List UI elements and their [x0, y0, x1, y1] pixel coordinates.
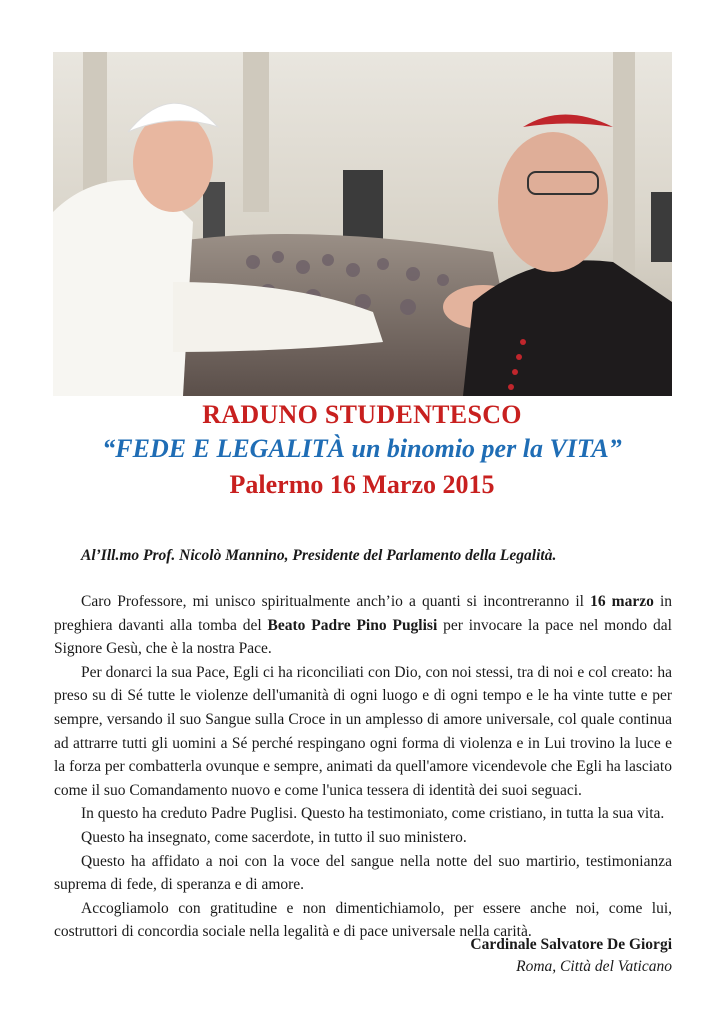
letter-paragraph: In questo ha creduto Padre Puglisi. Questo ha testimoniato, come cristiano, in tutta la sua vita. — [81, 805, 665, 823]
window — [651, 192, 672, 262]
event-date: Palermo 16 Marzo 2015 — [229, 470, 495, 499]
text-run: in preghiera davanti alla tomba del — [54, 593, 673, 634]
text-run: Caro Professore, mi unisco spiritualmente anch’io a quanti si incontreranno il — [81, 593, 591, 610]
header-photo — [53, 52, 672, 396]
pope-and-cardinal-photo — [53, 52, 672, 396]
cardinal-face — [498, 132, 608, 272]
letter-salutation: Al’Ill.mo Prof. Nicolò Mannino, Presidente del Parlamento della Legalità. — [81, 547, 557, 564]
pope-face — [133, 112, 213, 212]
name-highlight: Beato Padre Pino Puglisi — [267, 616, 438, 634]
letter-paragraph: Questo ha affidato a noi con la voce del sangue nella notte del suo martirio, testimonianza suprema di fede, di speranza e di amore. — [54, 852, 672, 894]
pope-figure — [53, 180, 193, 396]
window — [203, 182, 225, 242]
letter-paragraph — [54, 590, 672, 661]
date-highlight: 16 marzo — [590, 593, 654, 610]
event-subtitle: “FEDE E LEGALITÀ un binomio per la VITA” — [102, 434, 622, 463]
letter-paragraph: Accogliamolo con gratitudine e non dimentichiamolo, per essere anche noi, come lui, costruttori di concordia sociale nella legalità e di pace universale nella carità. — [54, 899, 672, 941]
event-title: RADUNO STUDENTESCO — [202, 400, 522, 429]
text-run: per invocare la pace nel mondo dal Signore Gesù, che è la nostra Pace. — [54, 616, 672, 658]
letter-paragraph: Questo ha insegnato, come sacerdote, in tutto il suo ministero. — [81, 828, 467, 846]
letter-paragraph: Per donarci la sua Pace, Egli ci ha riconciliati con Dio, con noi stessi, tra di noi e col creato: ha preso su di Sé tutte le violenze dell'umanità di ogni luogo e di ogni tempo e le ha vinte tutte e per sempre, versando il suo Sangue sulla Croce in un amplesso di amore universale, col quale continua ad attrarre tutti gli uomini a Sé perché respingano ogni forma di violenza e in Lui trovino la luce e la forza per combatterla ovunque e sempre, animati da quell'amore vicendevole che Egli ha lasciato come il suo Comandamento nuovo e come l'unica tessera di identità dei suoi seguaci. — [54, 663, 672, 799]
letter-body — [54, 590, 672, 944]
signature-place: Roma, Città del Vaticano — [516, 958, 672, 975]
signature-name: Cardinale Salvatore De Giorgi — [470, 936, 672, 953]
